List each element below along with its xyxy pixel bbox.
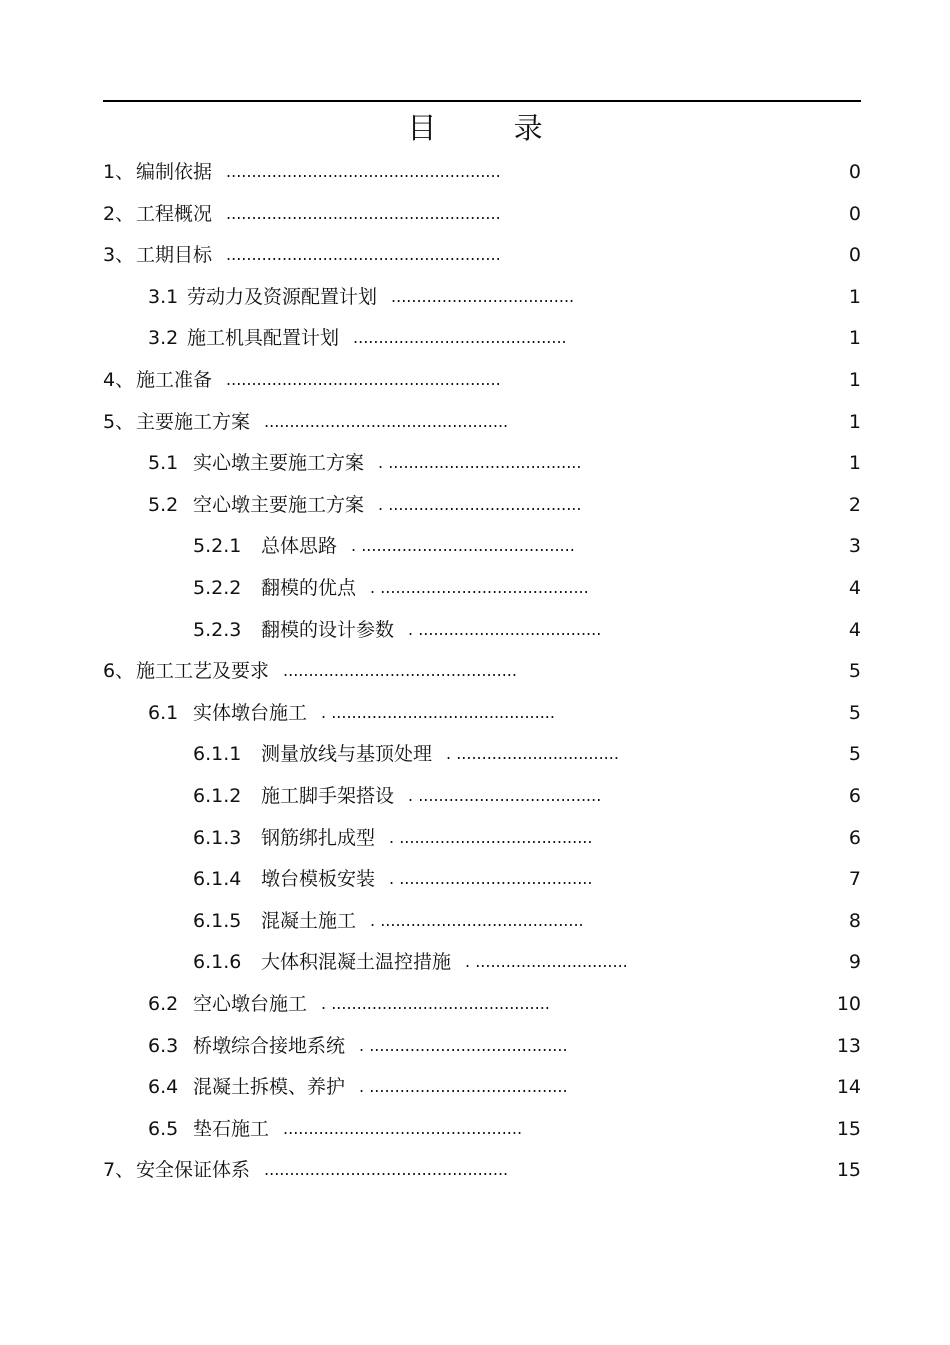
toc-entry-leader: ................................................ [264,411,509,431]
toc-entry-leader: . .................................... [408,619,602,639]
header-rule [103,100,861,102]
toc-entry-leader: . ....................................... [359,1035,568,1055]
toc-entry[interactable] [0,235,950,275]
toc-entry-number: 6.1 [148,701,179,724]
toc-entry-leader: .............................................. [283,661,517,681]
toc-entry-title: 施工工艺及要求 [136,660,270,683]
toc-entry-page: 8 [848,909,861,932]
toc-entry-number: 6.1.5 [193,909,242,932]
toc-entry-leader: .......................................... [353,328,567,348]
toc-entry[interactable] [0,818,950,858]
toc-entry-number: 5.2.2 [193,577,242,599]
toc-entry-page: 3 [848,535,861,558]
toc-entry-leader: . ........................................... [321,994,550,1013]
toc-entry[interactable] [0,693,950,733]
toc-entry-page: 6 [848,826,861,849]
toc-entry-page: 5 [848,701,861,724]
toc-entry-page: 1 [848,327,861,350]
toc-entry-number: 5.2.1 [193,535,242,558]
toc-entry-page: 15 [836,1117,861,1140]
toc-entry-page: 13 [836,1034,861,1057]
toc-entry-number: 1、 [103,161,135,183]
toc-entry-page: 1 [848,369,861,391]
toc-entry-number: 6.1.4 [193,868,242,891]
toc-entry-leader: .................................... [391,286,575,306]
toc-entry-title: 测量放线与基顶处理 [261,743,433,766]
toc-entry-page: 9 [848,951,861,974]
toc-entry[interactable] [0,318,950,358]
toc-entry-title: 空心墩台施工 [193,993,308,1015]
toc-entry-title: 安全保证体系 [136,1159,251,1182]
toc-entry-number: 6、 [103,660,135,683]
toc-entry-title: 空心墩主要施工方案 [193,493,365,516]
toc-entry-title: 钢筋绑扎成型 [261,826,376,849]
toc-entry-page: 14 [836,1076,861,1099]
toc-entry-number: 6.5 [148,1117,179,1140]
toc-entry-title: 桥墩综合接地系统 [193,1034,346,1057]
toc-entry[interactable] [0,402,950,442]
toc-entry[interactable] [0,277,950,317]
toc-entry-title: 大体积混凝土温控措施 [261,951,452,974]
toc-entry-leader: ................................................ [264,1160,509,1180]
toc-entry-number: 6.3 [148,1034,179,1057]
toc-entry-number: 6.2 [148,993,179,1015]
toc-entry-number: 5.2.3 [193,618,242,641]
toc-entry-leader: . ...................................... [389,827,593,847]
toc-entry[interactable] [0,1067,950,1107]
toc-entry-leader: . ............................................ [321,702,555,722]
toc-entry[interactable] [0,1026,950,1066]
toc-entry-number: 6.4 [148,1076,179,1099]
toc-entry-page: 6 [848,785,861,807]
toc-entry-page: 0 [848,202,861,225]
toc-entry-leader: . ...................................... [378,453,582,473]
toc-entry[interactable] [0,651,950,691]
toc-entry[interactable] [0,610,950,650]
toc-entry-title: 翻模的设计参数 [261,618,395,641]
toc-entry-page: 5 [848,743,861,766]
toc-entry-title: 混凝土拆模、养护 [193,1076,346,1099]
toc-entry-number: 5、 [103,410,135,433]
toc-entry-title: 翻模的优点 [261,577,357,599]
toc-entry-leader: . .......................................... [351,536,575,556]
toc-entry-leader: ...................................................... [226,245,501,265]
toc-entry-number: 6.1.6 [193,951,242,974]
toc-entry-leader: ...................................................... [226,162,501,181]
toc-entry-title: 实心墩主要施工方案 [193,452,365,475]
toc-entry-leader: ...................................................... [226,370,501,389]
toc-entry-title: 工期目标 [136,244,213,267]
toc-entry-page: 0 [848,244,861,267]
toc-entry-title: 工程概况 [136,202,213,225]
toc-entry-title: 实体墩台施工 [193,701,308,724]
toc-entry-leader: . ....................................... [359,1077,568,1097]
toc-entry-title: 编制依据 [136,161,213,183]
toc-entry-page: 7 [848,868,861,891]
toc-entry-page: 2 [848,493,861,516]
toc-entry-page: 4 [848,577,861,599]
toc-entry-page: 1 [848,452,861,475]
toc-entry-title: 总体思路 [261,535,338,558]
toc-entry[interactable] [0,568,950,608]
toc-entry[interactable] [0,360,950,400]
toc-entry-title: 主要施工方案 [136,410,251,433]
toc-entry-page: 0 [848,161,861,183]
toc-entry[interactable] [0,1109,950,1149]
page-title: 目 录 [407,111,577,145]
toc-entry-page: 1 [848,285,861,308]
toc-entry[interactable] [0,734,950,774]
toc-entry[interactable] [0,776,950,816]
toc-entry-leader: ...................................................... [226,203,501,223]
toc-entry-title: 施工准备 [136,369,213,391]
toc-entry[interactable] [0,1150,950,1190]
toc-entry-leader: . ......................................... [370,578,589,597]
toc-entry-page: 5 [848,660,861,683]
toc-entry-title: 施工机具配置计划 [187,327,340,350]
toc-entry[interactable] [0,443,950,483]
toc-entry-leader: . ...................................... [389,869,593,889]
toc-entry-page: 10 [836,993,861,1015]
toc-entry-number: 6.1.1 [193,743,242,766]
toc-entry-page: 1 [848,410,861,433]
toc-entry[interactable] [0,901,950,941]
toc-entry[interactable] [0,152,950,192]
toc-entry-title: 混凝土施工 [261,909,357,932]
toc-entry-leader: . ...................................... [378,494,582,514]
toc-entry-number: 5.2 [148,493,179,516]
toc-entry-number: 6.1.3 [193,826,242,849]
toc-entry-number: 2、 [103,202,135,225]
toc-entry-number: 3.2 [148,327,179,350]
toc-entry-leader: ............................................... [283,1118,523,1138]
toc-entry-leader: . .............................. [465,952,628,972]
toc-entry[interactable] [0,485,950,525]
toc-entry-title: 墩台模板安装 [261,868,376,891]
toc-entry[interactable] [0,194,950,234]
toc-entry-number: 5.1 [148,452,179,475]
toc-entry-leader: . ................................ [446,744,619,764]
toc-entry[interactable] [0,526,950,566]
toc-entry-leader: . .................................... [408,786,602,805]
toc-entry-number: 3、 [103,244,135,267]
toc-entry[interactable] [0,859,950,899]
toc-entry-page: 4 [848,618,861,641]
toc-entry-number: 3.1 [148,285,179,308]
toc-entry-leader: . ........................................ [370,910,584,930]
toc-entry-title: 劳动力及资源配置计划 [187,285,378,308]
toc-entry-number: 7、 [103,1159,135,1182]
toc-entry-number: 4、 [103,369,135,391]
toc-entry-page: 15 [836,1159,861,1182]
toc-entry-title: 垫石施工 [193,1117,270,1140]
toc-entry[interactable] [0,942,950,982]
toc-entry-number: 6.1.2 [193,785,242,807]
toc-entry-title: 施工脚手架搭设 [261,785,395,807]
toc-entry[interactable] [0,984,950,1024]
